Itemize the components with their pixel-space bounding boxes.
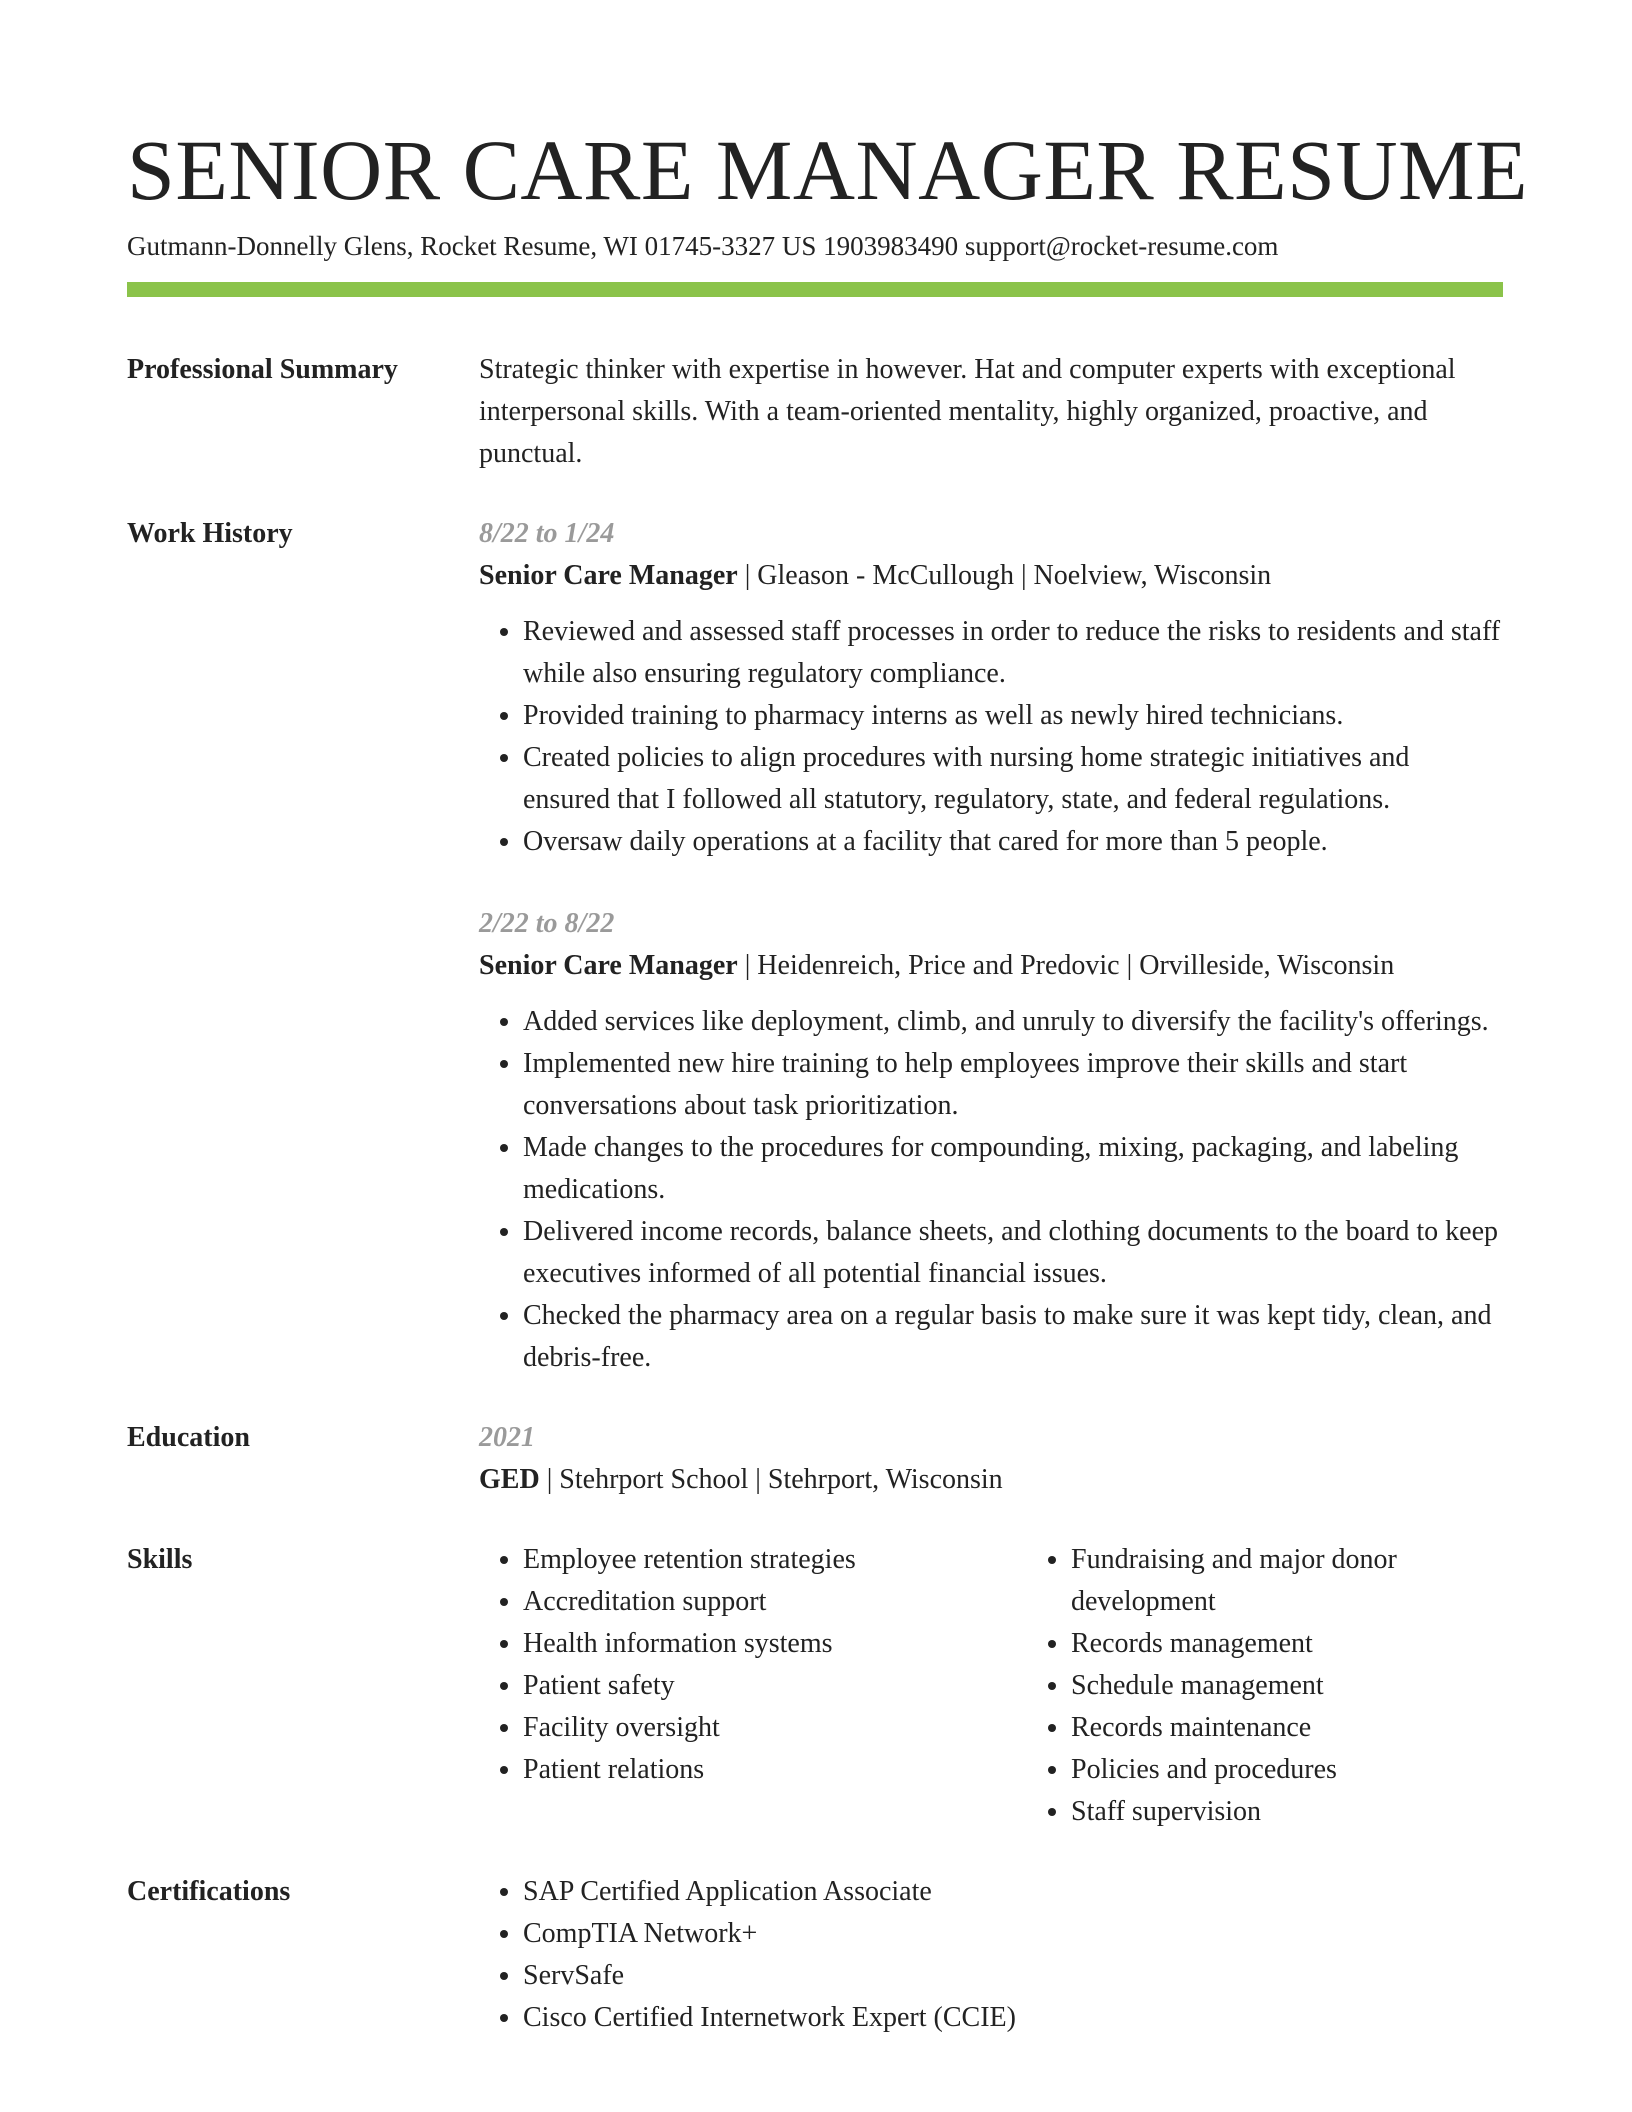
- list-item: • Health information systems: [523, 1623, 983, 1665]
- list-item: • Fundraising and major donor development: [1071, 1539, 1531, 1623]
- section-label-certifications: Certifications: [127, 1876, 291, 1907]
- list-item: • Policies and procedures: [1071, 1749, 1531, 1791]
- education-heading: [479, 1459, 1503, 1501]
- job-heading: [479, 555, 1503, 597]
- work-history-section: [127, 513, 1503, 1379]
- section-label-skills: Skills: [127, 1544, 193, 1575]
- list-item: • Created policies to align procedures with nursing home strategic initiatives and ensured that I followed all statutory, regulatory, state, and federal regulations.: [523, 737, 1503, 821]
- list-item: • Accreditation support: [523, 1581, 983, 1623]
- job-heading: [479, 945, 1503, 987]
- list-item: • Employee retention strategies: [523, 1539, 983, 1581]
- job-entry: [479, 903, 1503, 1379]
- list-item: • CompTIA Network+: [523, 1913, 1503, 1955]
- list-item: • ServSafe: [523, 1955, 1503, 1997]
- education-details: | Stehrport School | Stehrport, Wisconsin: [539, 1464, 1003, 1495]
- list-item: • Checked the pharmacy area on a regular basis to make sure it was kept tidy, clean, and debris-free.: [523, 1295, 1503, 1379]
- skills-list-right: [1027, 1539, 1531, 1833]
- certifications-list: [479, 1871, 1503, 2039]
- education-degree: GED: [479, 1464, 540, 1495]
- list-item: • Records management: [1071, 1623, 1531, 1665]
- list-item: • SAP Certified Application Associate: [523, 1871, 1503, 1913]
- job-title: Senior Care Manager: [479, 560, 738, 591]
- job-details: | Heidenreich, Price and Predovic | Orvilleside, Wisconsin: [737, 950, 1395, 981]
- list-item: • Facility oversight: [523, 1707, 983, 1749]
- education-section: [127, 1417, 1503, 1501]
- list-item: • Delivered income records, balance sheets, and clothing documents to the board to keep executives informed of all potential financial issues.: [523, 1211, 1503, 1295]
- header-divider: [127, 282, 1503, 297]
- list-item: • Oversaw daily operations at a facility that cared for more than 5 people.: [523, 821, 1503, 863]
- summary-section: [127, 349, 1503, 475]
- education-date: 2021: [479, 1422, 535, 1453]
- section-label-work-history: Work History: [127, 518, 293, 549]
- job-entry: [479, 513, 1503, 863]
- section-label-education: Education: [127, 1422, 250, 1453]
- job-date: 2/22 to 8/22: [479, 908, 615, 939]
- job-details: | Gleason - McCullough | Noelview, Wisconsin: [737, 560, 1272, 591]
- skills-section: [127, 1539, 1503, 1833]
- list-item: • Patient relations: [523, 1749, 983, 1791]
- list-item: • Records maintenance: [1071, 1707, 1531, 1749]
- resume-page: [127, 120, 1529, 2039]
- list-item: • Patient safety: [523, 1665, 983, 1707]
- job-bullets: [479, 1001, 1503, 1379]
- job-title: Senior Care Manager: [479, 950, 738, 981]
- summary-text: Strategic thinker with expertise in however. Hat and computer experts with exceptional interpersonal skills. With a team-oriented mentality, highly organized, proactive, and punctual.: [479, 354, 1456, 469]
- list-item: • Provided training to pharmacy interns as well as newly hired technicians.: [523, 695, 1503, 737]
- list-item: • Implemented new hire training to help employees improve their skills and start conversations about task prioritization.: [523, 1043, 1503, 1127]
- list-item: • Added services like deployment, climb, and unruly to diversify the facility's offerings.: [523, 1001, 1503, 1043]
- certifications-section: [127, 1871, 1503, 2039]
- page-title: SENIOR CARE MANAGER RESUME: [127, 122, 1529, 218]
- list-item: • Made changes to the procedures for compounding, mixing, packaging, and labeling medications.: [523, 1127, 1503, 1211]
- list-item: • Staff supervision: [1071, 1791, 1531, 1833]
- contact-line: Gutmann-Donnelly Glens, Rocket Resume, WI 01745-3327 US 1903983490 support@rocket-resume.com: [127, 231, 1279, 261]
- job-bullets: [479, 611, 1503, 863]
- job-date: 8/22 to 1/24: [479, 518, 615, 549]
- list-item: • Reviewed and assessed staff processes in order to reduce the risks to residents and staff while also ensuring regulatory compliance.: [523, 611, 1503, 695]
- list-item: • Schedule management: [1071, 1665, 1531, 1707]
- section-label-summary: Professional Summary: [127, 354, 398, 385]
- skills-list-left: [479, 1539, 983, 1833]
- list-item: • Cisco Certified Internetwork Expert (CCIE): [523, 1997, 1503, 2039]
